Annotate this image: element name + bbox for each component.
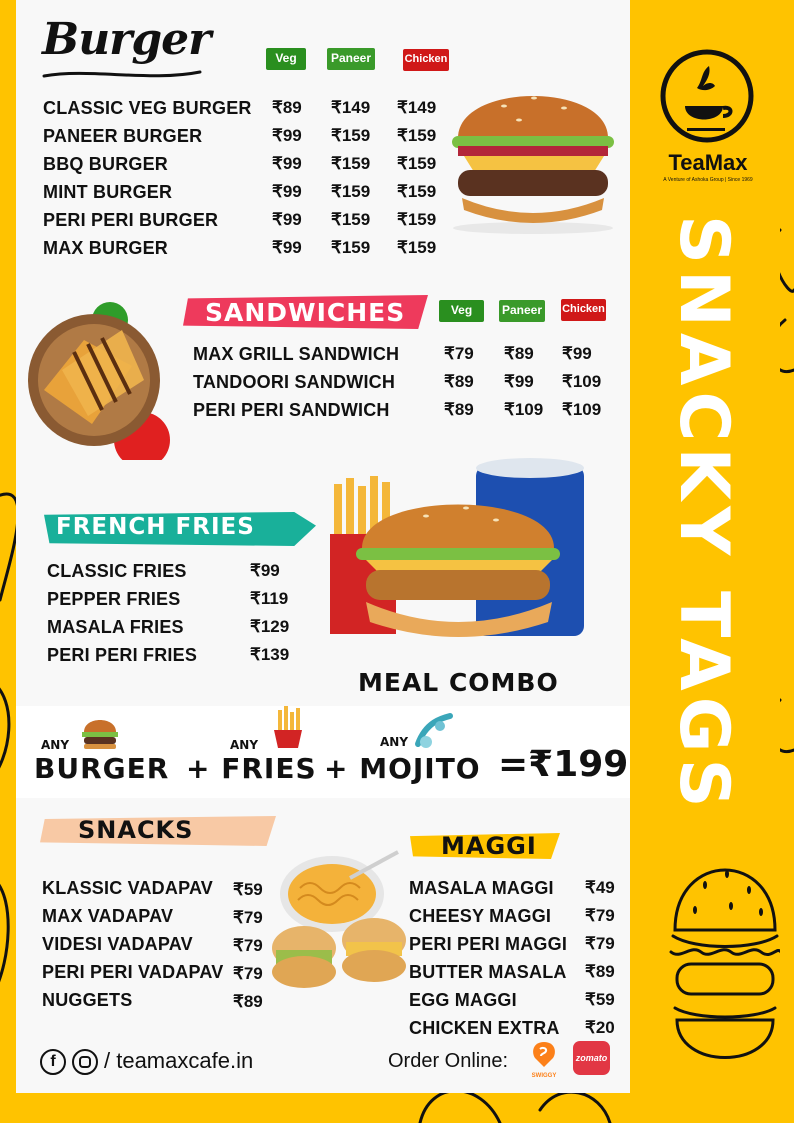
snacks-item-name: NUGGETS	[42, 990, 133, 1010]
burger-title-underline	[40, 64, 210, 84]
sandwiches-price-veg: ₹89	[444, 372, 474, 391]
sandwich-photo	[22, 300, 182, 460]
fries-price-price: ₹119	[250, 589, 289, 608]
burger-item-name: PERI PERI BURGER	[43, 210, 219, 230]
combo-any-2: ANY	[230, 738, 259, 752]
burger-doodle	[665, 840, 780, 1090]
snacks-item-name: PERI PERI VADAPAV	[42, 962, 224, 982]
snacks-photo	[270, 848, 410, 998]
sandwich-badge-veg: Veg	[439, 300, 484, 322]
combo-mojito-icon	[412, 712, 454, 752]
meal-combo-title: MEAL COMBO	[358, 668, 559, 697]
zomato-button[interactable]: zomato	[573, 1041, 610, 1075]
sandwiches-price-paneer: ₹109	[504, 400, 544, 419]
burger-price-chicken: ₹159	[397, 154, 437, 173]
burger-price-paneer: ₹159	[331, 210, 371, 229]
sandwiches-item-name: MAX GRILL SANDWICH	[193, 344, 400, 364]
snacks-price-price: ₹79	[233, 964, 263, 983]
maggi-item-name: EGG MAGGI	[409, 990, 517, 1010]
sandwiches-price-paneer: ₹89	[504, 344, 534, 363]
fries-item-name: PERI PERI FRIES	[47, 645, 198, 665]
side-title	[665, 215, 755, 855]
maggi-item-name: BUTTER MASALA	[409, 962, 567, 982]
fries-price-price: ₹129	[250, 617, 290, 636]
combo-burger-icon	[80, 712, 120, 752]
burger-price-chicken: ₹159	[397, 210, 437, 229]
burger-item-name: MAX BURGER	[43, 238, 169, 258]
swiggy-button[interactable]	[529, 1040, 559, 1079]
sandwiches-price-chicken: ₹109	[562, 400, 602, 419]
burger-price-paneer: ₹159	[331, 238, 371, 257]
burger-item-name: CLASSIC VEG BURGER	[43, 98, 252, 118]
combo-any-3: ANY	[380, 735, 409, 749]
fries-price-price: ₹139	[250, 645, 290, 664]
maggi-item-name: MASALA MAGGI	[409, 878, 554, 898]
sandwiches-item-name: TANDOORI SANDWICH	[193, 372, 396, 392]
maggi-price-price: ₹59	[585, 990, 615, 1009]
fries-item-name: PEPPER FRIES	[47, 589, 181, 609]
burger-badge-veg: Veg	[266, 48, 306, 70]
fries-price-price: ₹99	[250, 561, 280, 580]
meal-combo-photo	[326, 456, 596, 656]
sandwiches-price-veg: ₹89	[444, 400, 474, 419]
sandwich-badge-chicken: Chicken	[561, 299, 606, 321]
burger-price-veg: ₹99	[272, 210, 302, 229]
sandwiches-price-chicken: ₹109	[562, 372, 602, 391]
burger-price-paneer: ₹159	[331, 182, 371, 201]
burger-item-name: MINT BURGER	[43, 182, 173, 202]
snacks-price-price: ₹79	[233, 936, 263, 955]
teamax-logo	[653, 48, 761, 156]
combo-fries-word: + FRIES	[186, 752, 317, 785]
snacks-item-name: MAX VADAPAV	[42, 906, 174, 926]
burger-price-veg: ₹89	[272, 98, 302, 117]
burger-price-chicken: ₹159	[397, 126, 437, 145]
burger-price-veg: ₹99	[272, 126, 302, 145]
combo-fries-icon	[270, 706, 306, 750]
combo-burger-word: BURGER	[34, 752, 170, 785]
facebook-icon[interactable]: f	[40, 1049, 66, 1075]
instagram-icon[interactable]	[72, 1049, 98, 1075]
burger-price-veg: ₹99	[272, 154, 302, 173]
burger-price-veg: ₹99	[272, 238, 302, 257]
fries-item-name: MASALA FRIES	[47, 617, 184, 637]
sandwiches-item-name: PERI PERI SANDWICH	[193, 400, 390, 420]
snacks-item-name: KLASSIC VADAPAV	[42, 878, 214, 898]
burger-badge-chicken: Chicken	[403, 49, 449, 71]
swiggy-icon	[529, 1040, 559, 1068]
maggi-title: MAGGI	[441, 832, 537, 860]
maggi-price-price: ₹79	[585, 934, 615, 953]
snacks-price-price: ₹89	[233, 992, 263, 1011]
combo-price: =₹199	[498, 744, 629, 785]
sandwiches-price-paneer: ₹99	[504, 372, 534, 391]
maggi-item-name: CHEESY MAGGI	[409, 906, 552, 926]
maggi-price-price: ₹79	[585, 906, 615, 925]
snacks-item-name: VIDESI VADAPAV	[42, 934, 193, 954]
burger-item-name: BBQ BURGER	[43, 154, 169, 174]
burger-price-chicken: ₹149	[397, 98, 437, 117]
burger-price-paneer: ₹149	[331, 98, 371, 117]
fries-item-name: CLASSIC FRIES	[47, 561, 187, 581]
burger-badge-paneer: Paneer	[327, 48, 375, 70]
order-online-label: Order Online:	[388, 1050, 509, 1072]
maggi-price-price: ₹49	[585, 878, 615, 897]
maggi-price-price: ₹20	[585, 1018, 615, 1037]
snacks-price-price: ₹79	[233, 908, 263, 927]
swiggy-label: SWIGGY	[531, 1073, 557, 1079]
burger-price-chicken: ₹159	[397, 182, 437, 201]
burger-price-chicken: ₹159	[397, 238, 437, 257]
fries-title: FRENCH FRIES	[56, 514, 255, 540]
maggi-item-name: CHICKEN EXTRA	[409, 1018, 560, 1038]
sandwiches-title: SANDWICHES	[205, 298, 406, 327]
burger-price-paneer: ₹159	[331, 154, 371, 173]
combo-mojito-word: + MOJITO	[324, 752, 481, 785]
maggi-item-name: PERI PERI MAGGI	[409, 934, 568, 954]
burger-price-paneer: ₹159	[331, 126, 371, 145]
sandwiches-price-chicken: ₹99	[562, 344, 592, 363]
sandwiches-price-veg: ₹79	[444, 344, 474, 363]
burger-title: Burger	[42, 14, 211, 65]
side-title-text: SNACKY TAGS	[664, 215, 743, 814]
sandwich-badge-paneer: Paneer	[499, 300, 545, 322]
burger-price-veg: ₹99	[272, 182, 302, 201]
brand-tagline: A Venture of Ashoka Group | Since 1969	[663, 177, 753, 183]
website-link[interactable]: / teamaxcafe.in	[104, 1048, 254, 1073]
combo-any-1: ANY	[41, 738, 70, 752]
brand-name: TeaMax	[668, 150, 748, 175]
burger-item-name: PANEER BURGER	[43, 126, 203, 146]
burger-photo	[444, 68, 622, 236]
maggi-price-price: ₹89	[585, 962, 615, 981]
snacks-price-price: ₹59	[233, 880, 263, 899]
snacks-title: SNACKS	[78, 816, 194, 844]
